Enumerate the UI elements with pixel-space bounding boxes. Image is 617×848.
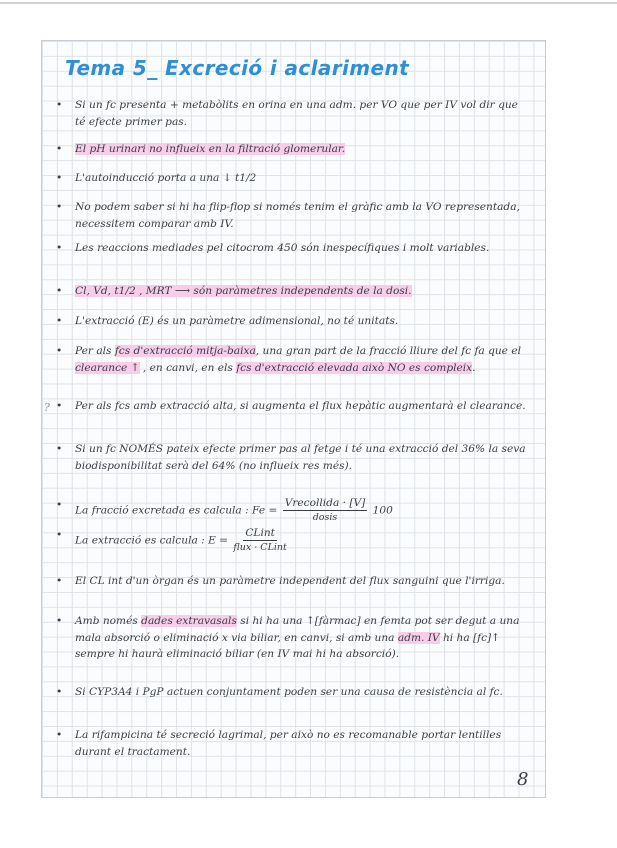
- note-text: [57, 240, 527, 257]
- note-item: [57, 497, 527, 524]
- bullet-icon: •: [56, 315, 63, 327]
- note-text: [57, 141, 527, 158]
- note-text-segment: , en canvi, en els: [139, 361, 237, 374]
- highlighted-text: fcs d'extracció mitja-baixa: [114, 345, 256, 357]
- note-item: [57, 398, 527, 415]
- note-text: [57, 343, 527, 376]
- note-item: [57, 441, 527, 474]
- bullet-icon: •: [56, 201, 63, 213]
- highlighted-text: El pH urinari no influeix en la filtració glomerular.: [75, 143, 346, 155]
- note-text: [57, 97, 527, 130]
- note-text: [57, 684, 527, 701]
- note-item: [57, 283, 527, 300]
- highlighted-text: clearance ↑: [75, 361, 140, 374]
- note-text: [57, 613, 527, 663]
- note-text-segment: Per als: [75, 345, 115, 357]
- note-item: [57, 527, 527, 554]
- formula-fraction: [233, 527, 286, 554]
- note-text-segment: si hi ha una ↑[fàrmac] en femta pot ser degut a una mala absorció o eliminació x via biliar, en canvi, si amb una: [75, 615, 520, 644]
- formula-numerator: Vrecollida · [V]: [284, 497, 366, 509]
- page-number: 8: [517, 769, 529, 790]
- note-text-segment: Les reaccions mediades pel citocrom 450 són inespecífiques i molt variables.: [75, 242, 490, 254]
- note-text-segment: hi ha [fc]↑ sempre hi haurà eliminació biliar (en IV mai hi ha absorció).: [75, 631, 501, 660]
- page-title: Tema 5_ Excreció i aclariment: [65, 56, 410, 80]
- bullet-icon: •: [56, 99, 63, 111]
- bullet-icon: •: [56, 443, 63, 455]
- formula-fraction: [283, 497, 368, 524]
- note-text: [57, 170, 527, 187]
- bullet-icon: •: [56, 242, 63, 254]
- formula-numerator: CLint: [245, 527, 275, 539]
- note-text-segment: Si CYP3A4 i PgP actuen conjuntament poden ser una causa de resistència al fc.: [75, 686, 503, 698]
- note-text-segment: L'autoinducció porta a una ↓ t1/2: [75, 172, 257, 184]
- formula-suffix: 100: [369, 504, 393, 517]
- formula-denominator: dosis: [312, 512, 338, 523]
- note-item: [57, 141, 527, 158]
- note-text-segment: Si un fc presenta + metabòlits en orina en una adm. per VO que per IV vol dir que té efecte primer pas.: [75, 99, 518, 128]
- note-item: [57, 613, 527, 663]
- note-text: [57, 727, 527, 760]
- highlighted-text: adm. IV: [397, 631, 440, 644]
- note-item: [57, 97, 527, 130]
- note-text: [57, 313, 527, 330]
- note-text: [57, 497, 527, 524]
- bullet-icon: •: [56, 400, 63, 412]
- note-text-segment: Si un fc NOMÉS pateix efecte primer pas al fetge i té una extracció del 36% la seva biodisponibilitat serà del 64% (no influeix res més).: [75, 443, 526, 472]
- note-text: [57, 527, 527, 554]
- note-item: [57, 313, 527, 330]
- margin-question-mark: ?: [44, 401, 50, 414]
- note-text-segment: El CL int d'un òrgan és un paràmetre independent del flux sanguini que l'irriga.: [75, 575, 505, 587]
- formula-denominator: flux · CLint: [233, 542, 287, 553]
- note-item: [57, 573, 527, 590]
- highlighted-text: fcs d'extracció elevada això NO es compleix: [236, 361, 473, 374]
- note-text-segment: L'extracció (E) és un paràmetre adimensional, no té unitats.: [75, 315, 399, 327]
- note-text: [57, 199, 527, 232]
- bullet-icon: •: [56, 729, 63, 741]
- note-item: [57, 240, 527, 257]
- note-text: [57, 398, 527, 415]
- note-text: [57, 283, 527, 300]
- bullet-icon: •: [56, 615, 63, 627]
- bullet-icon: •: [56, 172, 63, 184]
- bullet-icon: •: [56, 499, 63, 511]
- note-text-segment: .: [472, 361, 476, 374]
- bullet-icon: •: [56, 285, 63, 297]
- note-text-segment: No podem saber si hi ha flip-flop si només tenim el gràfic amb la VO representada, necessitem comparar amb IV.: [75, 201, 520, 230]
- bullet-icon: •: [56, 345, 63, 357]
- note-item: [57, 684, 527, 701]
- note-text: [57, 441, 527, 474]
- bullet-icon: •: [56, 575, 63, 587]
- note-text-segment: Amb només: [75, 615, 142, 627]
- note-text: [57, 573, 527, 590]
- note-text-segment: Per als fcs amb extracció alta, si augmenta el flux hepàtic augmentarà el clearance.: [75, 400, 526, 412]
- bullet-icon: •: [56, 686, 63, 698]
- page-top-edge: [0, 2, 617, 4]
- note-item: [57, 343, 527, 376]
- highlighted-text: Cl, Vd, t1/2 , MRT ⟶ són paràmetres independents de la dosi.: [75, 285, 412, 297]
- note-text-segment: La extracció es calcula : E =: [75, 534, 232, 547]
- note-text-segment: , una gran part de la fracció lliure del fc fa que el: [255, 345, 521, 357]
- bullet-icon: •: [56, 529, 63, 541]
- highlighted-text: dades extravasals: [141, 615, 237, 627]
- bullet-icon: •: [56, 143, 63, 155]
- note-text-segment: La fracció excretada es calcula : Fe =: [75, 504, 281, 517]
- note-item: [57, 199, 527, 232]
- note-item: [57, 727, 527, 760]
- note-text-segment: La rifampicina té secreció lagrimal, per això no es recomanable portar lentilles durant el tractament.: [75, 729, 502, 758]
- note-item: [57, 170, 527, 187]
